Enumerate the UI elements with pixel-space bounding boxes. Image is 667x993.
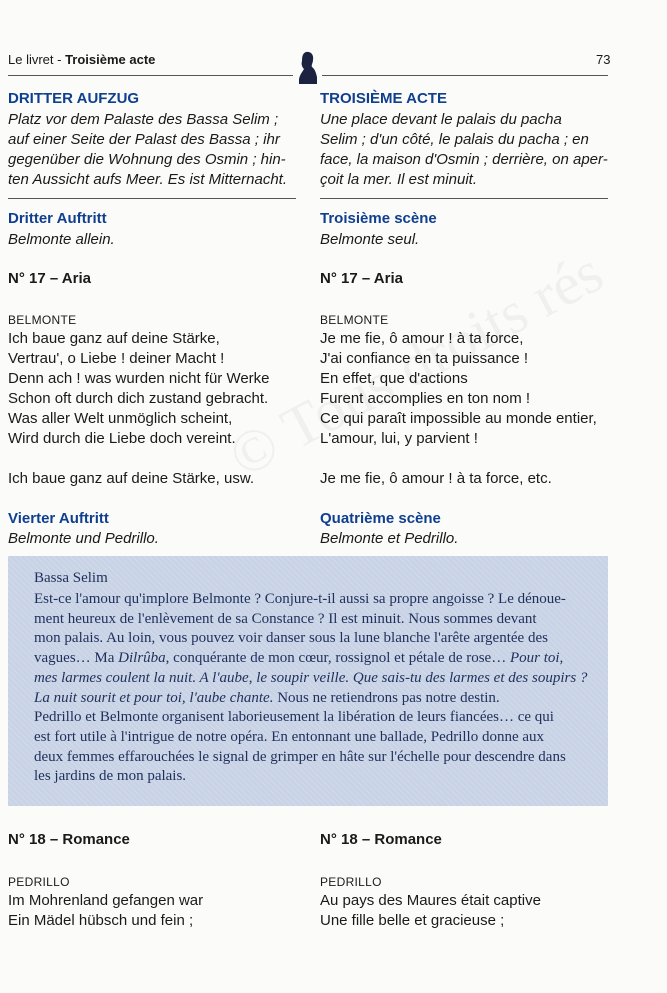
left-speaker-18: PEDRILLO: [8, 875, 70, 889]
verse-line: Wird durch die Liebe doch vereint.: [8, 430, 236, 447]
commentary-line: Est-ce l'amour qu'implore Belmonte ? Conjure-t-il aussi sa propre angoisse ? Le dénoue-: [34, 591, 566, 607]
left-act-desc-line: Platz vor dem Palaste des Bassa Selim ;: [8, 111, 279, 128]
right-speaker-17: BELMONTE: [320, 313, 389, 327]
commentary-italic: La nuit sourit et pour toi, l'aube chante.: [34, 689, 274, 706]
right-scene4-desc: Belmonte et Pedrillo.: [320, 530, 459, 547]
verse-line: Vertrau', o Liebe ! deiner Macht !: [8, 350, 225, 367]
right-act-desc-line: Une place devant le palais du pacha: [320, 111, 562, 128]
verse-line: Une fille belle et gracieuse ;: [320, 912, 505, 929]
verse-line: Furent accomplies en ton nom !: [320, 390, 531, 407]
commentary-line: les jardins de mon palais.: [34, 768, 187, 785]
header-section-bold: Troisième acte: [65, 52, 156, 67]
left-number-18: N° 18 – Romance: [8, 831, 130, 848]
commentary-segment: vagues… Ma: [34, 650, 119, 667]
commentary-line: Pedrillo et Belmonte organisent laborieusement la libération de leurs fiancées… ce qui: [34, 709, 554, 726]
right-act-desc-line: çoit la mer. Il est minuit.: [320, 171, 477, 188]
header-rule-right: [322, 75, 608, 76]
commentary-italic: Dilrûba,: [118, 650, 170, 667]
header-rule-left: [8, 75, 293, 76]
commentary-line: [34, 649, 594, 669]
page-number: 73: [596, 52, 611, 67]
right-number-18: N° 18 – Romance: [320, 831, 442, 848]
commentary-line: est fort utile à l'intrigue de notre opéra. En entonnant une ballade, Pedrillo donne aux: [34, 728, 545, 745]
verse-line: Ce qui paraît impossible au monde entier,: [320, 410, 597, 427]
right-act-rule: [320, 198, 608, 199]
left-act-desc-line: gegenüber die Wohnung des Osmin ; hin-: [8, 151, 286, 168]
left-act-title: DRITTER AUFZUG: [8, 90, 140, 107]
left-act-rule: [8, 198, 296, 199]
right-act-description: [320, 110, 608, 190]
right-act-desc-line: Selim ; d'un côté, le palais du pacha ; en: [320, 131, 589, 148]
commentary-segment: Nous ne retiendrons pas notre destin.: [273, 689, 500, 706]
header-section: Le livret -: [8, 52, 66, 67]
right-romance-18: [320, 891, 541, 931]
left-act-desc-line: auf einer Seite der Palast des Bassa ; ihr: [8, 131, 280, 148]
right-scene3-title: Troisième scène: [320, 210, 437, 227]
commentary-title: Bassa Selim: [34, 570, 108, 586]
commentary-segment: conquérante de mon cœur, rossignol et pétale de rose…: [169, 650, 510, 667]
left-scene4-desc: Belmonte und Pedrillo.: [8, 530, 159, 547]
left-aria-17: [8, 329, 270, 449]
left-speaker-17: BELMONTE: [8, 313, 77, 327]
commentary-italic: Pour toi,: [509, 650, 564, 667]
commentary-line: mon palais. Au loin, vous pouvez voir danser sous la lune blanche l'arête argentée des: [34, 630, 548, 647]
verse-line: Was aller Welt unmöglich scheint,: [8, 410, 233, 427]
verse-line: En effet, que d'actions: [320, 370, 468, 387]
verse-line: Au pays des Maures était captive: [320, 892, 541, 909]
left-number-17: N° 17 – Aria: [8, 270, 91, 287]
right-act-desc-line: face, la maison d'Osmin ; derrière, on aper-: [320, 151, 608, 168]
commentary-line: deux femmes effarouchées le signal de grimper en hâte sur l'échelle pour descendre dans: [34, 748, 566, 765]
left-romance-18: [8, 891, 203, 931]
left-aria-17-repeat: Ich baue ganz auf deine Stärke, usw.: [8, 470, 254, 487]
right-number-17: N° 17 – Aria: [320, 270, 403, 287]
commentary-italic-line: mes larmes coulent la nuit. A l'aube, le soupir veille. Que sais-tu des larmes et des soupirs ?: [34, 669, 588, 686]
verse-line: Schon oft durch dich zustand gebracht.: [8, 390, 269, 407]
left-scene3-desc: Belmonte allein.: [8, 231, 115, 248]
commentary-line: [34, 689, 594, 709]
left-scene4-title: Vierter Auftritt: [8, 510, 109, 527]
left-act-description: [8, 110, 287, 190]
right-speaker-18: PEDRILLO: [320, 875, 382, 889]
right-act-title: TROISIÈME ACTE: [320, 90, 447, 107]
verse-line: Ein Mädel hübsch und fein ;: [8, 912, 194, 929]
verse-line: Denn ach ! was wurden nicht für Werke: [8, 370, 270, 387]
verse-line: L'amour, lui, y parvient !: [320, 430, 478, 447]
left-scene3-title: Dritter Auftritt: [8, 210, 107, 227]
verse-line: Im Mohrenland gefangen war: [8, 892, 204, 909]
right-aria-17-repeat: Je me fie, ô amour ! à ta force, etc.: [320, 470, 552, 487]
right-scene4-title: Quatrième scène: [320, 510, 441, 527]
commentary-line: ment heureux de l'enlèvement de sa Constance ? Il est minuit. Nous sommes devant: [34, 610, 537, 627]
verse-line: Je me fie, ô amour ! à ta force,: [320, 330, 524, 347]
running-header: [8, 52, 155, 67]
mozart-bust-icon: [298, 50, 318, 84]
left-act-desc-line: ten Aussicht aufs Meer. Es ist Mitternacht.: [8, 171, 287, 188]
verse-line: J'ai confiance en ta puissance !: [320, 350, 528, 367]
commentary-text: [34, 590, 594, 787]
verse-line: Ich baue ganz auf deine Stärke,: [8, 330, 220, 347]
right-aria-17: [320, 329, 597, 449]
right-scene3-desc: Belmonte seul.: [320, 231, 420, 248]
